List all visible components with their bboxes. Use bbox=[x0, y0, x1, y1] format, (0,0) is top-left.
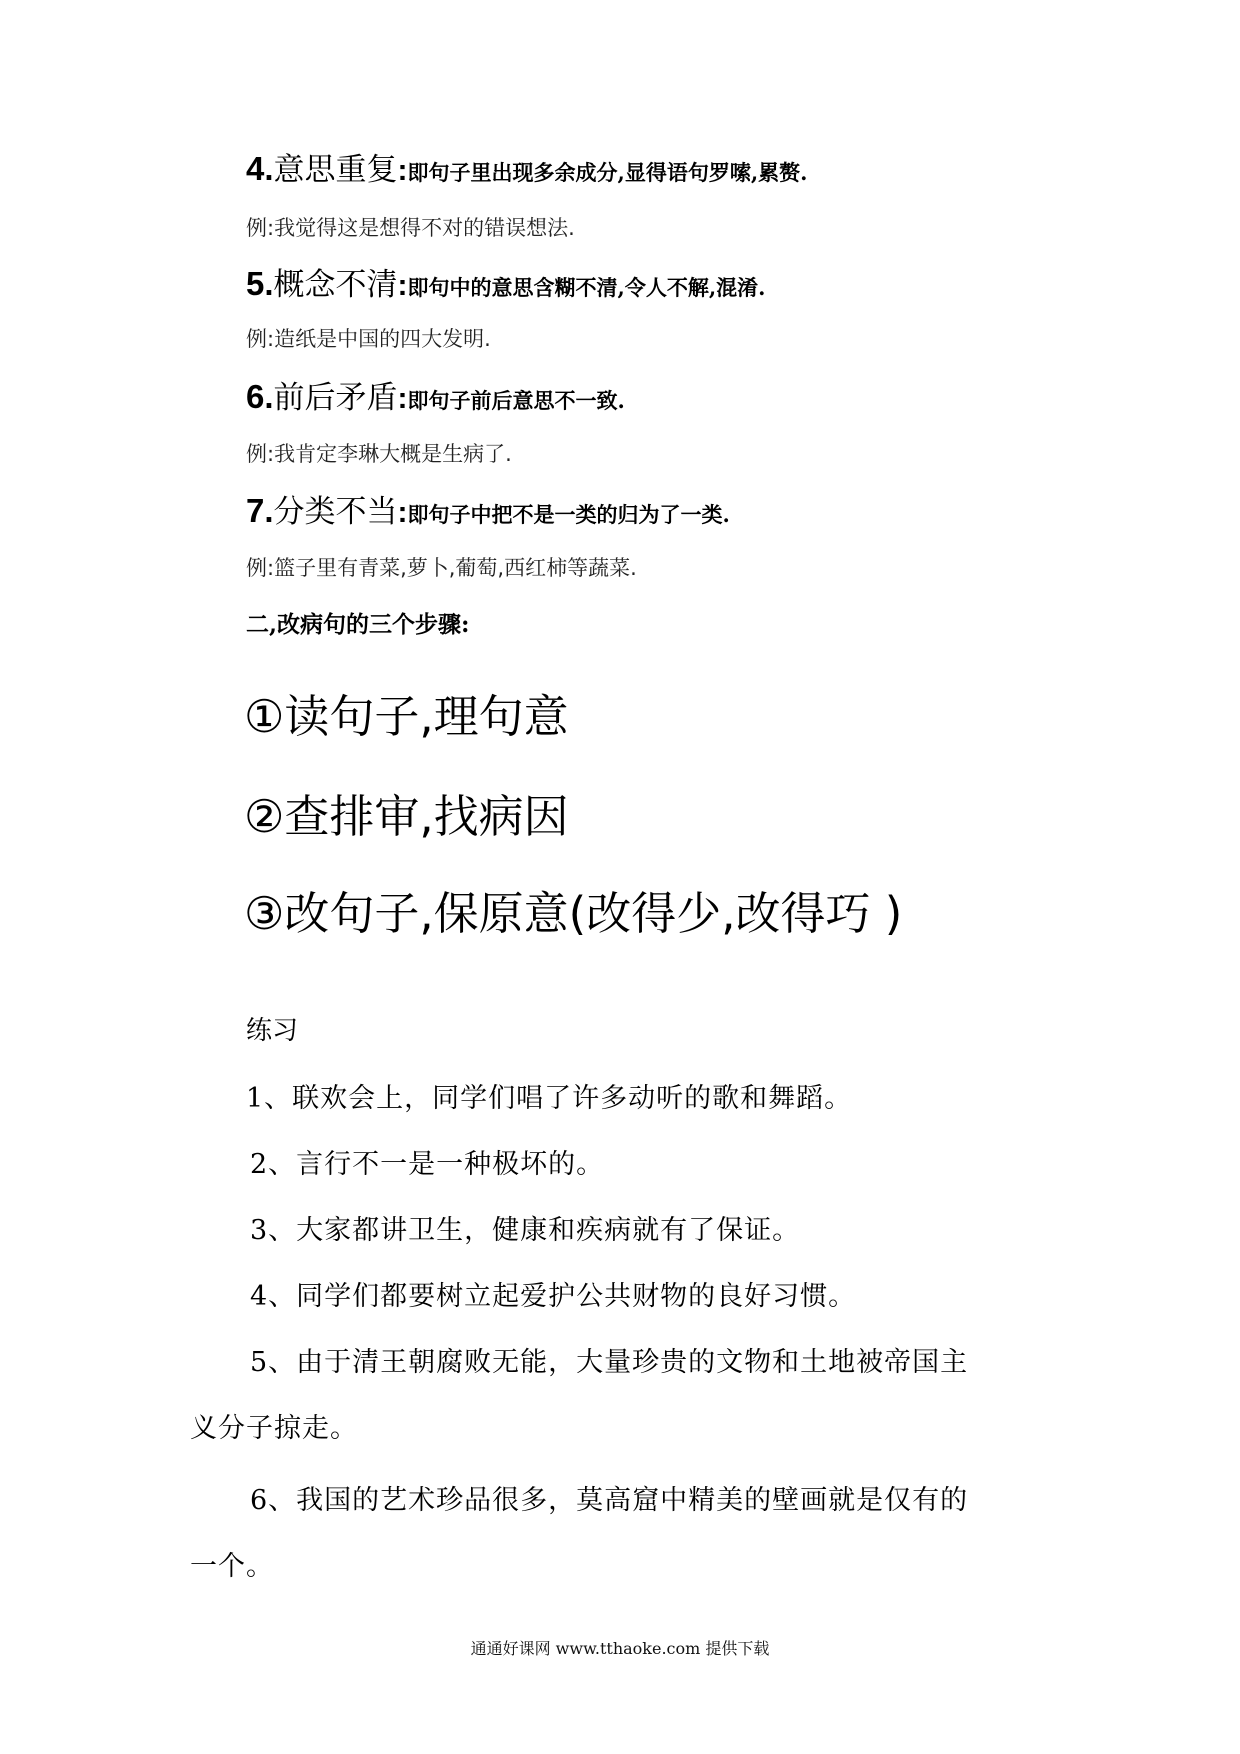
exercise-heading: 练习 bbox=[246, 1016, 299, 1046]
step-item: ③改句子,保原意(改得少,改得巧 ) bbox=[244, 887, 903, 940]
error-example: 例:我觉得这是想得不对的错误想法. bbox=[246, 216, 575, 240]
error-type-number: 5. bbox=[246, 265, 274, 302]
error-type-colon: : bbox=[397, 496, 408, 529]
error-type-number: 6. bbox=[246, 378, 274, 415]
exercise-item: 5、由于清王朝腐败无能，大量珍贵的文物和土地被帝国主 bbox=[250, 1347, 969, 1378]
error-type-description: 即句子里出现多余成分,显得语句罗嗦,累赘. bbox=[407, 160, 808, 185]
error-type-description: 即句子中把不是一类的归为了一类. bbox=[407, 502, 730, 527]
exercise-item: 4、同学们都要树立起爱护公共财物的良好习惯。 bbox=[250, 1281, 857, 1312]
error-type-heading bbox=[246, 267, 765, 301]
error-type-description: 即句中的意思含糊不清,令人不解,混淆. bbox=[407, 275, 766, 300]
error-type-colon: : bbox=[397, 154, 408, 187]
error-type-heading bbox=[246, 152, 807, 186]
error-type-name: 概念不清 bbox=[273, 267, 398, 303]
error-type-name: 意思重复 bbox=[273, 152, 398, 188]
error-type-number: 4. bbox=[246, 150, 274, 187]
error-example: 例:我肯定李琳大概是生病了. bbox=[246, 442, 512, 466]
error-type-number: 7. bbox=[246, 492, 274, 529]
step-item: ②查排审,找病因 bbox=[244, 790, 569, 843]
error-type-name: 分类不当 bbox=[273, 494, 398, 530]
error-type-description: 即句子前后意思不一致. bbox=[407, 388, 625, 413]
exercise-item: 2、言行不一是一种极坏的。 bbox=[250, 1149, 605, 1180]
exercise-item: 6、我国的艺术珍品很多，莫高窟中精美的壁画就是仅有的 bbox=[250, 1485, 969, 1516]
error-type-name: 前后矛盾 bbox=[273, 380, 398, 416]
error-example: 例:篮子里有青菜,萝卜,葡萄,西红柿等蔬菜. bbox=[246, 556, 637, 580]
error-type-heading bbox=[246, 380, 625, 414]
error-example: 例:造纸是中国的四大发明. bbox=[246, 327, 491, 351]
error-type-heading bbox=[246, 494, 730, 528]
section-title: 二,改病句的三个步骤: bbox=[246, 611, 470, 638]
exercise-item-continuation: 义分子掠走。 bbox=[190, 1413, 358, 1444]
exercise-item-continuation: 一个。 bbox=[190, 1551, 274, 1582]
exercise-item: 3、大家都讲卫生，健康和疾病就有了保证。 bbox=[250, 1215, 801, 1246]
page-footer: 通通好课网 www.tthaoke.com 提供下载 bbox=[470, 1639, 770, 1658]
error-type-colon: : bbox=[397, 269, 408, 302]
step-item: ①读句子,理句意 bbox=[244, 690, 569, 743]
error-type-colon: : bbox=[397, 382, 408, 415]
exercise-item: 1、联欢会上，同学们唱了许多动听的歌和舞蹈。 bbox=[246, 1083, 853, 1114]
